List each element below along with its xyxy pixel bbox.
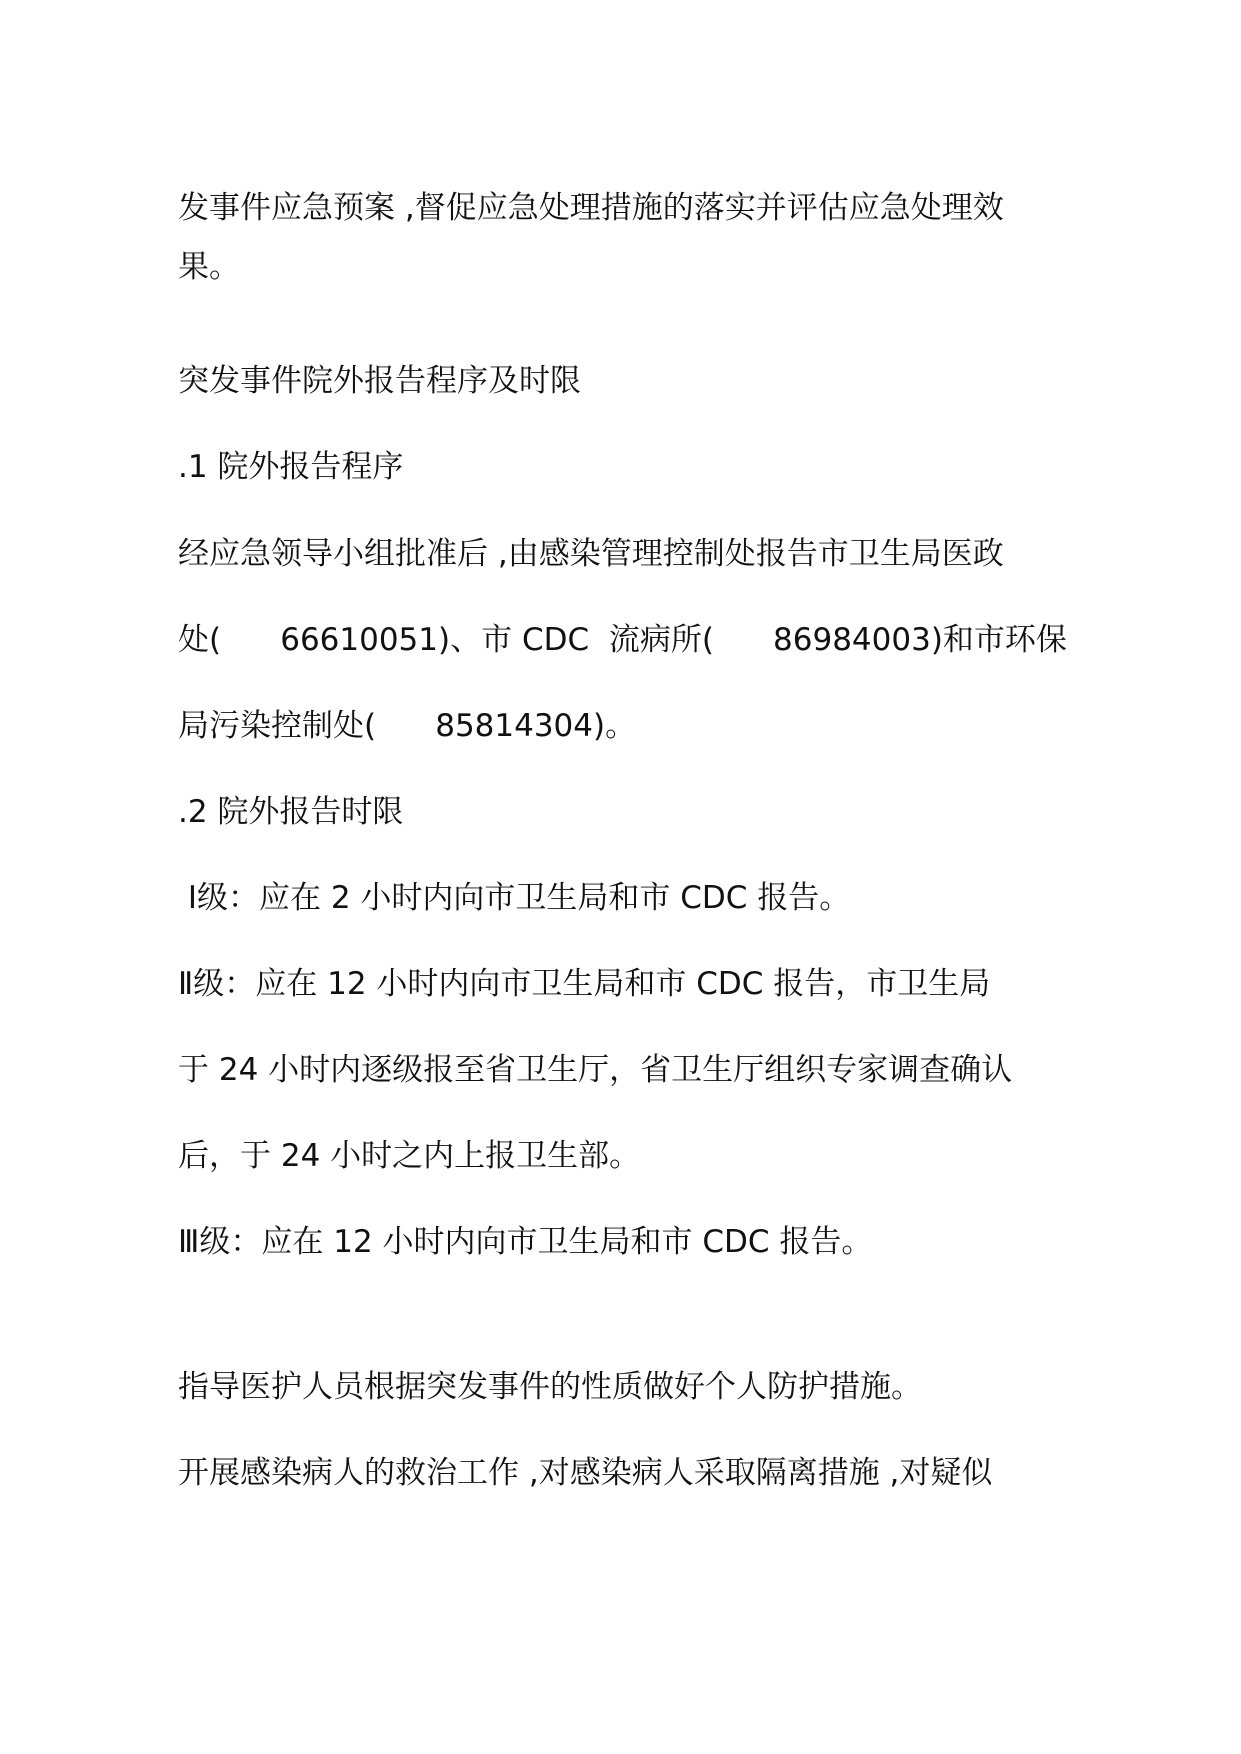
paragraph-line: 开展感染病人的救治工作 ,对感染病人采取隔离措施 ,对疑似: [178, 1455, 993, 1491]
paragraph-line: 指导医护人员根据突发事件的性质做好个人防护措施。: [178, 1369, 922, 1405]
paragraph-line: Ⅲ级：应在 12 小时内向市卫生局和市 CDC 报告。: [178, 1224, 873, 1260]
paragraph-line: 发事件应急预案 ,督促应急处理措施的落实并评估应急处理效: [178, 190, 1004, 226]
paragraph-line: Ⅱ级：应在 12 小时内向市卫生局和市 CDC 报告，市卫生局: [178, 966, 991, 1002]
paragraph-line: 果。: [178, 249, 240, 285]
paragraph-line: 局污染控制处( 85814304)。: [178, 708, 637, 744]
paragraph-line: 于 24 小时内逐级报至省卫生厅，省卫生厅组织专家调查确认: [178, 1052, 1013, 1088]
paragraph-line: 后，于 24 小时之内上报卫生部。: [178, 1138, 641, 1174]
paragraph-line: Ⅰ级：应在 2 小时内向市卫生局和市 CDC 报告。: [178, 880, 851, 916]
paragraph-line: 处( 66610051)、市 CDC 流病所( 86984003)和市环保: [178, 622, 1067, 658]
subsection-heading: .2 院外报告时限: [178, 794, 404, 830]
subsection-heading: .1 院外报告程序: [178, 449, 404, 485]
paragraph-line: 经应急领导小组批准后 ,由感染管理控制处报告市卫生局医政: [178, 536, 1004, 572]
section-heading: 突发事件院外报告程序及时限: [178, 363, 581, 399]
